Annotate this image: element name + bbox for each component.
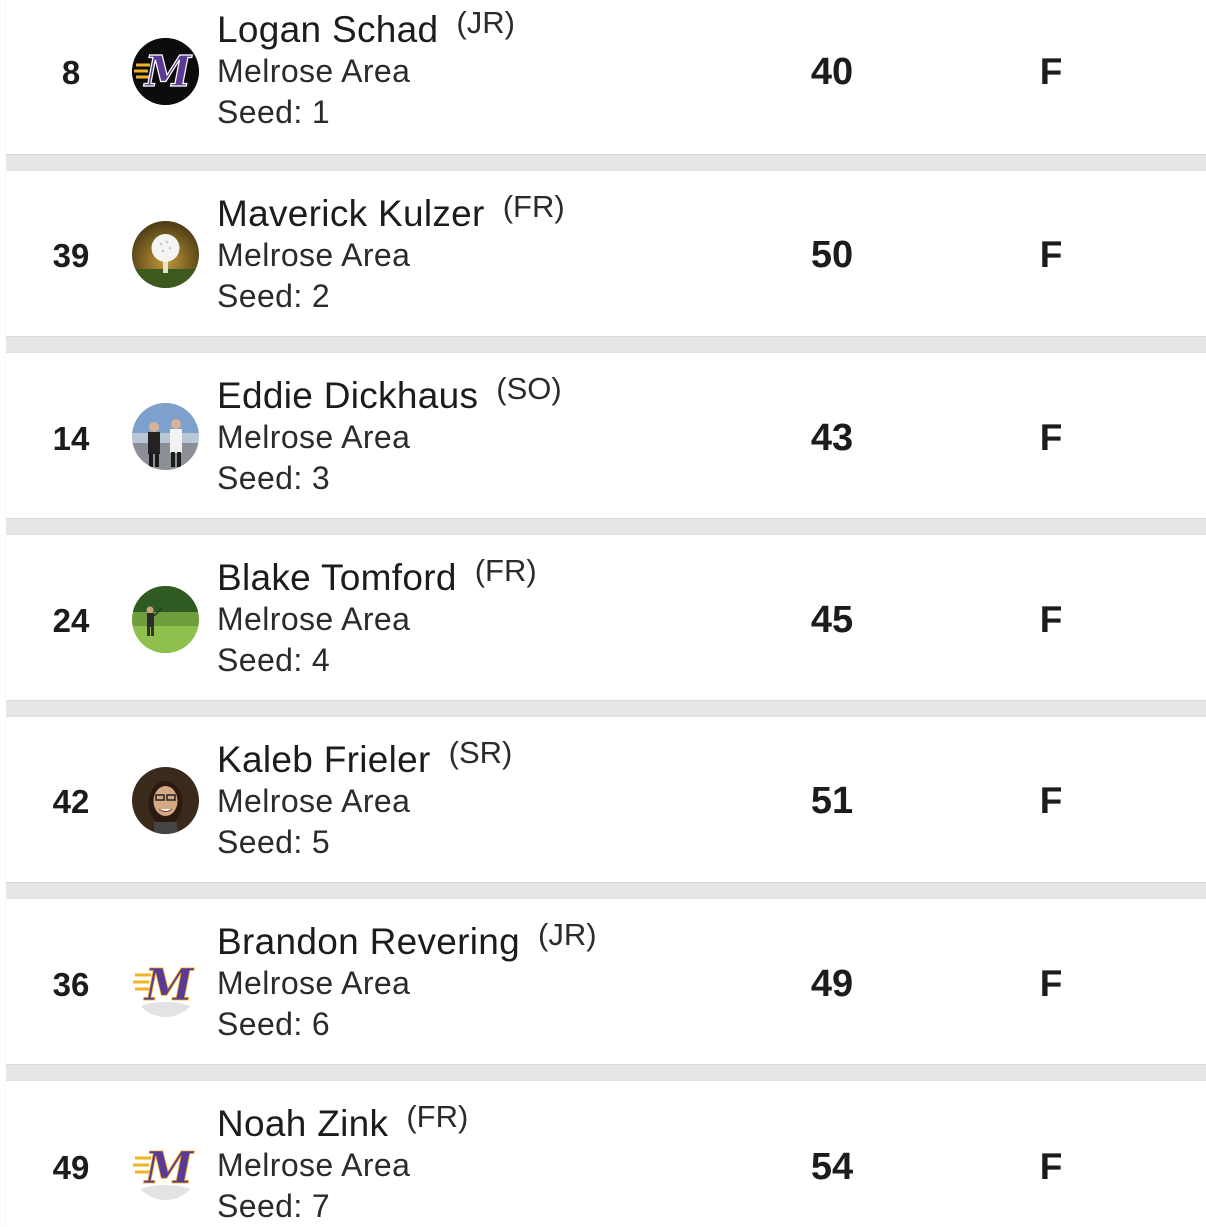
player-name[interactable]: Noah Zink (217, 1103, 389, 1144)
player-score: 49 (810, 963, 854, 1005)
player-info (217, 553, 537, 681)
player-score: 50 (810, 234, 854, 276)
player-name[interactable]: Logan Schad (217, 9, 439, 50)
player-grade: (JR) (538, 917, 597, 952)
player-grade: (SR) (448, 735, 513, 770)
player-row[interactable] (6, 716, 1206, 883)
player-name[interactable]: Maverick Kulzer (217, 193, 485, 234)
player-row[interactable] (6, 352, 1206, 519)
player-row[interactable] (6, 534, 1206, 701)
player-grade: (FR) (474, 553, 537, 588)
row-separator (6, 518, 1206, 535)
row-separator (6, 154, 1206, 171)
player-row[interactable] (6, 170, 1206, 337)
player-school: Melrose Area (217, 783, 411, 819)
player-place: 49 (52, 1149, 90, 1186)
player-seed: Seed: 7 (217, 1188, 331, 1224)
player-school: Melrose Area (217, 1147, 411, 1183)
player-school: Melrose Area (217, 53, 411, 89)
player-score: 40 (810, 51, 854, 93)
player-info (217, 1099, 469, 1227)
player-status: F (1039, 51, 1063, 92)
player-place: 36 (52, 966, 90, 1003)
leaderboard-list (6, 0, 1206, 1226)
player-place: 24 (52, 602, 90, 639)
player-status: F (1039, 963, 1063, 1004)
player-grade: (FR) (502, 189, 565, 224)
svg-text:M: M (144, 1143, 194, 1194)
player-score: 43 (810, 417, 854, 459)
player-school: Melrose Area (217, 601, 411, 637)
team-logo-icon (132, 950, 199, 1017)
team-logo-icon (132, 1133, 199, 1200)
player-row[interactable] (6, 1080, 1206, 1227)
row-separator (6, 700, 1206, 717)
player-name[interactable]: Brandon Revering (217, 921, 521, 962)
player-row[interactable] (6, 0, 1206, 155)
player-score: 54 (810, 1146, 854, 1188)
player-status: F (1039, 780, 1063, 821)
player-score: 45 (810, 599, 854, 641)
player-seed: Seed: 2 (217, 278, 331, 314)
team-logo-icon (132, 38, 199, 105)
people-photo-icon (132, 403, 199, 470)
player-place: 42 (52, 783, 90, 820)
portrait-photo-icon (132, 767, 199, 834)
player-status: F (1039, 599, 1063, 640)
player-info (217, 917, 597, 1045)
player-status: F (1039, 234, 1063, 275)
svg-text:M: M (144, 960, 194, 1011)
player-row[interactable] (6, 898, 1206, 1065)
player-seed: Seed: 6 (217, 1006, 331, 1042)
player-school: Melrose Area (217, 965, 411, 1001)
player-seed: Seed: 1 (217, 94, 331, 130)
player-seed: Seed: 3 (217, 460, 331, 496)
player-grade: (JR) (456, 5, 515, 40)
player-info (217, 189, 565, 317)
player-status: F (1039, 417, 1063, 458)
player-seed: Seed: 4 (217, 642, 331, 678)
player-info (217, 5, 515, 133)
player-info (217, 735, 513, 863)
golfer-photo-icon (132, 586, 199, 653)
player-name[interactable]: Blake Tomford (217, 557, 457, 598)
player-name[interactable]: Eddie Dickhaus (217, 375, 479, 416)
row-separator (6, 882, 1206, 899)
player-name[interactable]: Kaleb Frieler (217, 739, 431, 780)
player-score: 51 (810, 780, 854, 822)
player-status: F (1039, 1146, 1063, 1187)
player-place: 39 (52, 237, 90, 274)
player-place: 14 (52, 420, 90, 457)
player-school: Melrose Area (217, 237, 411, 273)
player-grade: (SO) (496, 371, 562, 406)
row-separator (6, 1064, 1206, 1081)
player-grade: (FR) (406, 1099, 469, 1134)
player-school: Melrose Area (217, 419, 411, 455)
player-place: 8 (61, 54, 81, 91)
player-seed: Seed: 5 (217, 824, 331, 860)
row-separator (6, 336, 1206, 353)
player-info (217, 371, 562, 499)
golf-ball-photo-icon (132, 221, 199, 288)
svg-text:M: M (144, 47, 192, 96)
